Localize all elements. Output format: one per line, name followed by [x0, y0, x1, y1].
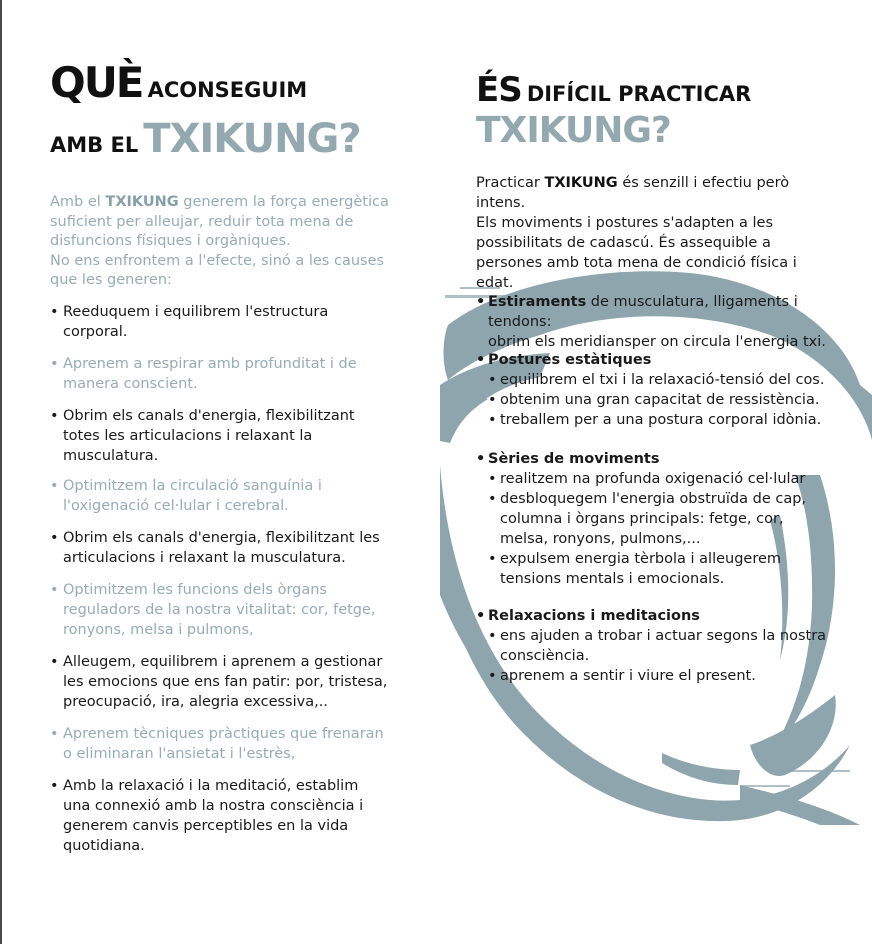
- intro-pre: Amb el: [50, 194, 106, 210]
- left-title-line-1: [50, 58, 307, 107]
- benefit-item: • Alleugem, equilibrem i aprenem a gestionar les emocions que ens fan patir: por, tristesa, preocupació, ira, alegria excessiva,..: [50, 652, 390, 712]
- right-title-line-2: [476, 110, 671, 151]
- benefit-item: • Optimitzem les funcions dels òrgans reguladors de la nostra vitalitat: cor, fetge, ronyons, melsa i pulmons,: [50, 580, 390, 640]
- estiraments-rest: de musculatura, lligaments i tendons:: [488, 294, 798, 330]
- section-series: [476, 449, 836, 589]
- left-title-line-2: [50, 116, 361, 162]
- series-head: • Sèries de moviments: [476, 449, 836, 469]
- right-title-line-1: [476, 70, 751, 110]
- intro-post: generem la força energètica suficient per alleujar, reduir tota mena de disfuncions físiques i orgàniques.: [50, 194, 389, 249]
- page-left-border: [0, 0, 2, 944]
- left-intro: [50, 193, 395, 291]
- benefit-item: • Reeduquem i equilibrem l'estructura corporal.: [50, 302, 390, 342]
- left-title-small-1: ACONSEGUIM: [147, 78, 308, 102]
- relaxacions-sub: • ens ajuden a trobar i actuar segons la nostra consciència.: [476, 626, 836, 666]
- left-title-big: QUÈ: [50, 58, 143, 107]
- series-sub: • desbloquegem l'energia obstruïda de cap, columna i òrgans principals: fetge, cor, melsa, ronyons, pulmons,...: [476, 489, 836, 549]
- postures-sub: • equilibrem el txi i la relaxació-tensió del cos.: [476, 370, 836, 390]
- benefit-item: • Optimitzem la circulació sanguínia i l'oxigenació cel·lular i cerebral.: [50, 476, 390, 516]
- left-title-accent: TXIKUNG?: [143, 116, 361, 162]
- section-heading: [476, 292, 836, 332]
- postures-head: • Postures estàtiques: [476, 350, 836, 370]
- p1-brand: TXIKUNG: [544, 175, 618, 191]
- benefit-item: • Aprenem tècniques pràctiques que frenaran o eliminaran l'ansietat i l'estrès,: [50, 724, 390, 764]
- benefit-item: • Amb la relaxació i la meditació, establim una connexió amb la nostra consciència i generem canvis perceptibles en la vida quotidiana.: [50, 776, 390, 856]
- right-title-big: ÉS: [476, 70, 522, 110]
- p1-pre: Practicar: [476, 175, 545, 191]
- right-paragraph-2: Els moviments i postures s'adapten a les possibilitats de cadascú. És assequible a persones amb tota mena de condició física i edat.: [476, 215, 797, 291]
- benefit-item: • Aprenem a respirar amb profunditat i de manera conscient.: [50, 354, 390, 394]
- right-paragraph-1: [476, 173, 836, 213]
- benefit-item: • Obrim els canals d'energia, flexibilitzant les articulacions i relaxant la musculatura.: [50, 528, 390, 568]
- left-title-small-2: AMB EL: [50, 133, 139, 157]
- intro-line-2: No ens enfrontem a l'efecte, sinó a les causes que les generen:: [50, 252, 385, 288]
- benefit-item: • Obrim els canals d'energia, flexibilitzant totes les articulacions i relaxant la musculatura.: [50, 406, 390, 466]
- series-sub: • realitzem na profunda oxigenació cel·lular: [476, 469, 836, 489]
- intro-brand: TXIKUNG: [105, 194, 179, 210]
- section-relaxacions: [476, 606, 836, 686]
- benefits-list: [50, 302, 390, 856]
- relaxacions-sub: • aprenem a sentir i viure el present.: [476, 666, 836, 686]
- series-sub: • expulsem energia tèrbola i alleugerem tensions mentals i emocionals.: [476, 549, 836, 589]
- estiraments-desc: obrim els meridiansper on circula l'energia txi.: [488, 334, 826, 350]
- postures-sub: • treballem per a una postura corporal idònia.: [476, 410, 836, 430]
- section-estiraments: [476, 292, 836, 352]
- p1-post: és senzill i efectiu però intens.: [476, 175, 790, 211]
- estiraments-head: Estiraments: [488, 294, 587, 310]
- section-postures: [476, 350, 836, 430]
- postures-sub: • obtenim una gran capacitat de ressistència.: [476, 390, 836, 410]
- right-title-small: DIFÍCIL PRACTICAR: [526, 82, 752, 106]
- relaxacions-head: • Relaxacions i meditacions: [476, 606, 836, 626]
- right-title-accent: TXIKUNG?: [476, 110, 671, 151]
